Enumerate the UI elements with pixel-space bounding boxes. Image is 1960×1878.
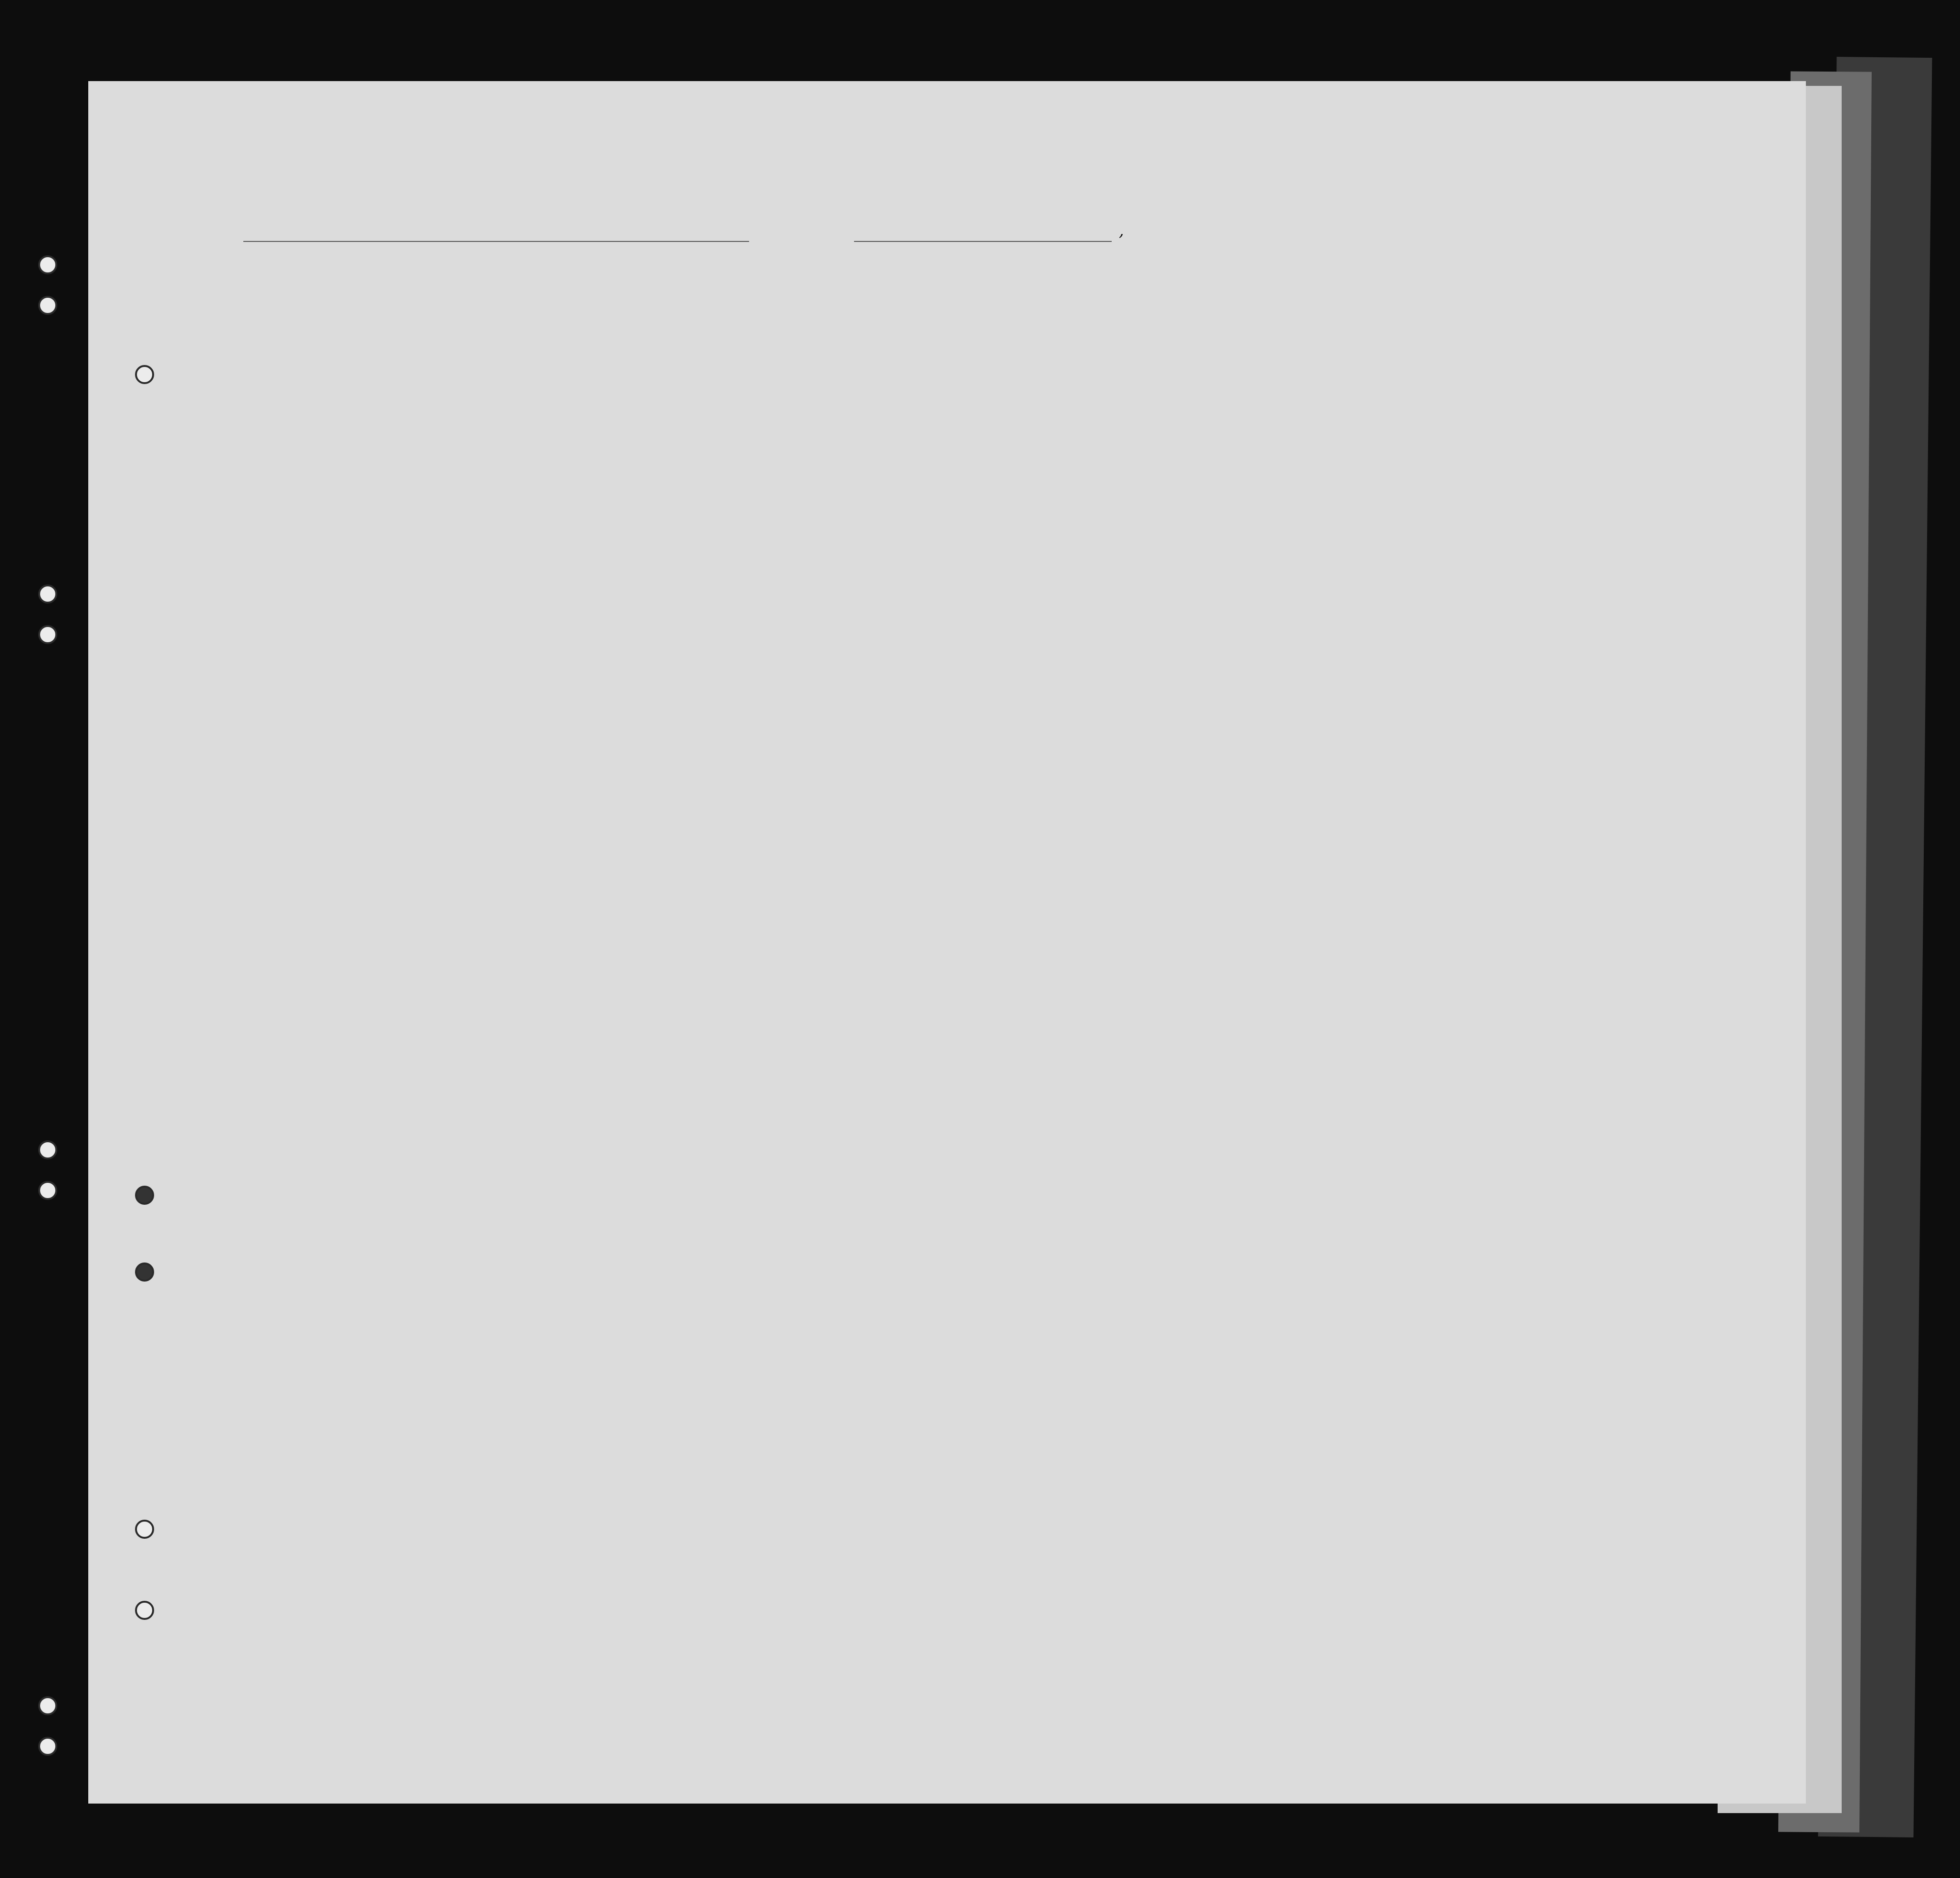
punch-hole-icon [135,1520,154,1539]
punch-hole-icon [135,1262,154,1282]
manifest-sheet [88,81,1806,1804]
punch-hole-icon [38,1696,57,1715]
voyage-line: , [191,217,1718,246]
punch-hole-icon [38,625,57,644]
ship-underline [243,241,749,242]
punch-hole-icon [38,1140,57,1159]
punch-hole-icon [38,1181,57,1200]
punch-hole-icon [38,296,57,315]
from-underline [854,241,1112,242]
punch-hole-icon [38,255,57,274]
punch-hole-icon [38,584,57,604]
punch-hole-icon [135,1186,154,1205]
punch-hole-icon [135,365,154,384]
punch-hole-icon [135,1601,154,1620]
punch-hole-icon [38,1737,57,1756]
